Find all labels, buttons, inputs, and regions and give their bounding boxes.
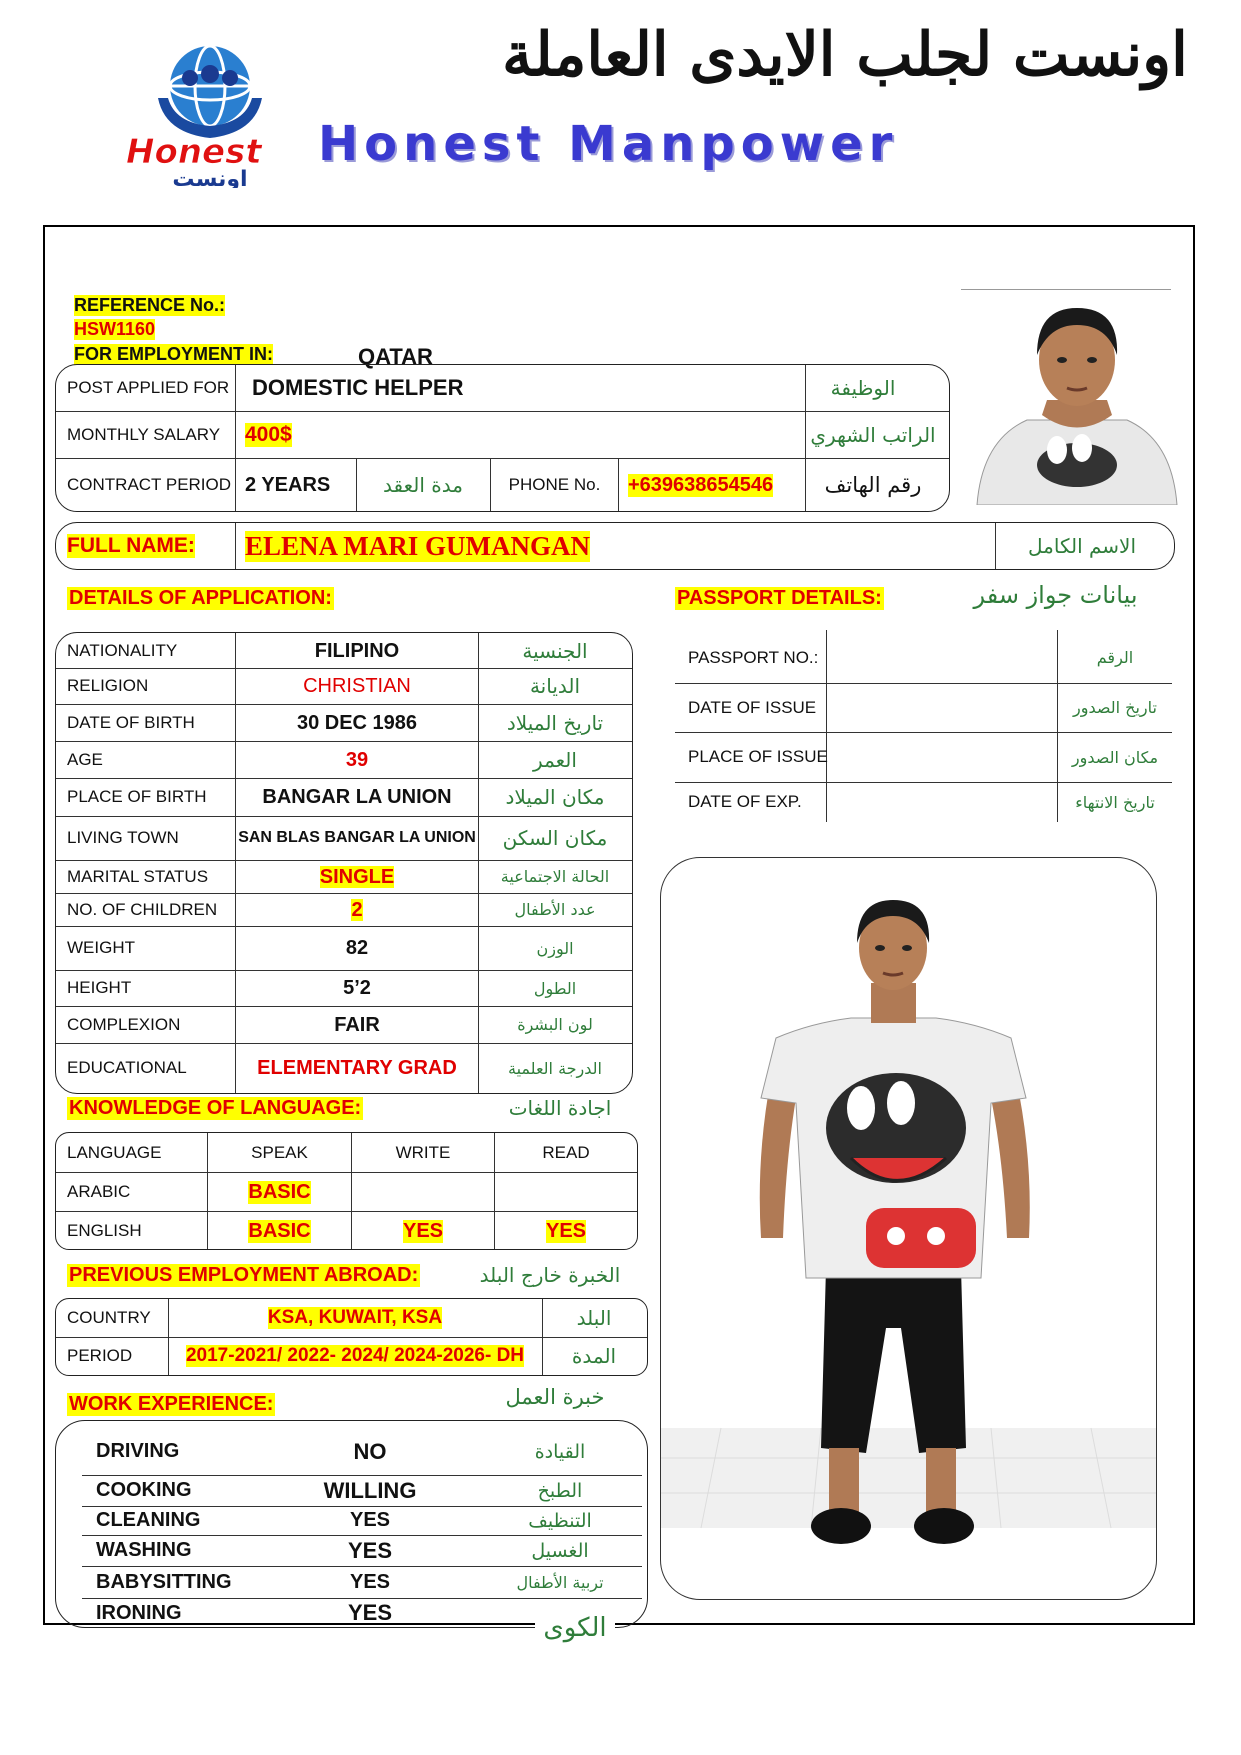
- passport-section-title: PASSPORT DETAILS:: [677, 587, 882, 609]
- details-row-label: NATIONALITY: [67, 640, 178, 660]
- details-row-value: 82: [345, 937, 369, 959]
- passport-row-value: [835, 782, 1050, 822]
- work-row-label: CLEANING: [96, 1509, 201, 1531]
- language-col-divider: [351, 1133, 352, 1249]
- passport-row-value: [835, 683, 1050, 732]
- details-row-label: LIVING TOWN: [67, 828, 179, 847]
- passport-row-label: DATE OF EXP.: [688, 792, 802, 811]
- details-row-value-cell: [237, 893, 477, 926]
- language-level-cell: [209, 1212, 350, 1250]
- job-col-divider: [805, 365, 806, 511]
- language-section-title-ar: اجادة اللغات: [508, 1096, 612, 1120]
- details-row-value: FILIPINO: [314, 639, 400, 662]
- previous-country-value: KSA, KUWAIT, KSA: [267, 1307, 443, 1328]
- details-row-label-ar: الجنسية: [522, 638, 588, 663]
- previous-period-value: 2017-2021/ 2022- 2024/ 2024-2026- DH: [185, 1345, 525, 1366]
- passport-row-label: PLACE OF ISSUE: [688, 747, 828, 766]
- applicant-photo-small: [957, 300, 1193, 505]
- passport-section-title-ar: بيانات جواز سفر: [973, 581, 1138, 609]
- work-row-label: DRIVING: [96, 1440, 180, 1462]
- salary-label-ar: الراتب الشهري: [810, 423, 936, 447]
- work-section-title: WORK EXPERIENCE:: [69, 1393, 274, 1415]
- job-col-divider: [356, 459, 357, 511]
- previous-col-divider: [168, 1299, 169, 1375]
- details-row-label-ar: الطول: [533, 978, 577, 998]
- details-row-value: 39: [345, 748, 369, 771]
- language-level-cell: [209, 1173, 350, 1211]
- details-row-label: MARITAL STATUS: [67, 866, 209, 886]
- phone-value: +639638654546: [628, 473, 774, 496]
- details-row-label-ar: مكان الميلاد: [505, 785, 605, 809]
- details-row-value: BANGAR LA UNION: [262, 786, 452, 808]
- language-level-cell: [496, 1212, 636, 1250]
- logo-text-ar: اونست: [172, 167, 248, 188]
- details-row-label-ar: عدد الأطفال: [514, 900, 596, 919]
- work-row-value: YES: [347, 1600, 393, 1625]
- details-row-label: WEIGHT: [67, 938, 135, 957]
- passport-row-label: DATE OF ISSUE: [688, 697, 817, 717]
- contract-label-ar: مدة العقد: [383, 473, 463, 497]
- employment-underline: [305, 344, 355, 365]
- details-row-value: SINGLE: [319, 865, 395, 888]
- details-row-value: 30 DEC 1986: [296, 711, 418, 734]
- language-header: SPEAK: [251, 1142, 308, 1162]
- details-row-label-ar: العمر: [533, 747, 577, 772]
- previous-country-label: COUNTRY: [67, 1308, 151, 1327]
- passport-row-label: PASSPORT NO.:: [688, 647, 819, 667]
- work-row-label-ar: الطبخ: [537, 1479, 583, 1502]
- full-name-value: ELENA MARI GUMANGAN: [245, 530, 591, 561]
- previous-section-title-ar: الخبرة خارج البلد: [479, 1263, 621, 1287]
- previous-col-divider: [542, 1299, 543, 1375]
- work-row-value: NO: [353, 1438, 387, 1464]
- language-name: ENGLISH: [67, 1221, 142, 1240]
- company-name-english: Honest Manpower: [318, 116, 899, 172]
- details-row-label-ar: لون البشرة: [517, 1015, 593, 1034]
- work-row-label-ar: الغسيل: [531, 1539, 589, 1562]
- passport-row-label-ar: تاريخ الانتهاء: [1075, 792, 1155, 812]
- job-col-divider: [618, 459, 619, 511]
- salary-label: MONTHLY SALARY: [67, 425, 221, 444]
- phone-label-ar: رقم الهاتف: [824, 473, 922, 497]
- work-row-label-ar: الكوى: [535, 1608, 615, 1648]
- details-row-value: 5’2: [343, 977, 371, 999]
- details-row-label: AGE: [67, 749, 103, 769]
- language-level-cell: [353, 1173, 493, 1211]
- photo-divider: [961, 289, 1171, 290]
- language-name: ARABIC: [67, 1182, 131, 1201]
- language-speak-level: BASIC: [248, 1219, 311, 1242]
- post-label-ar: الوظيفة: [830, 376, 896, 400]
- work-row-label: WASHING: [96, 1539, 192, 1561]
- previous-section-title: PREVIOUS EMPLOYMENT ABROAD:: [69, 1264, 419, 1286]
- work-row-value: YES: [349, 1509, 391, 1531]
- details-row-value: CHRISTIAN: [303, 675, 411, 697]
- details-col-divider: [478, 633, 479, 1093]
- contract-label: CONTRACT PERIOD: [67, 475, 232, 494]
- work-section-title-ar: خبرة العمل: [505, 1385, 605, 1409]
- language-section-title: KNOWLEDGE OF LANGUAGE:: [69, 1097, 362, 1119]
- full-name-label-ar: الاسم الكامل: [1027, 534, 1137, 558]
- details-row-value: ELEMENTARY GRAD: [257, 1057, 457, 1079]
- full-name-divider: [995, 523, 996, 569]
- details-row-label: DATE OF BIRTH: [67, 712, 195, 732]
- post-value: DOMESTIC HELPER: [252, 375, 464, 400]
- details-section-title: DETAILS OF APPLICATION:: [69, 587, 332, 609]
- details-row-label: EDUCATIONAL: [67, 1058, 187, 1077]
- details-row-label-ar: مكان السكن: [502, 826, 608, 850]
- work-row-value: YES: [347, 1537, 393, 1563]
- details-row-value-cell: [237, 860, 477, 893]
- salary-value: 400$: [245, 423, 292, 446]
- details-row-value: 2: [351, 898, 363, 921]
- details-col-divider: [235, 633, 236, 1093]
- details-row-value: SAN BLAS BANGAR LA UNION: [238, 829, 476, 847]
- language-read-level: YES: [545, 1219, 587, 1242]
- phone-label: PHONE No.: [508, 475, 601, 494]
- passport-row-label-ar: مكان الصدور: [1071, 747, 1159, 767]
- details-row-label: COMPLEXION: [67, 1014, 181, 1034]
- company-logo: [120, 38, 285, 188]
- passport-col-divider: [1057, 630, 1058, 822]
- language-header: LANGUAGE: [67, 1142, 162, 1162]
- employment-label: FOR EMPLOYMENT IN:: [74, 344, 273, 364]
- details-row-label-ar: الحالة الاجتماعية: [500, 867, 610, 886]
- work-row-label: BABYSITTING: [96, 1570, 232, 1593]
- applicant-photo-full: [660, 857, 1157, 1600]
- job-col-divider: [490, 459, 491, 511]
- language-speak-level: BASIC: [248, 1180, 311, 1203]
- logo-text-en: Honest: [126, 132, 262, 172]
- passport-row-label-ar: تاريخ الصدور: [1073, 698, 1157, 717]
- previous-country-label-ar: البلد: [576, 1306, 612, 1330]
- full-name-label: FULL NAME:: [67, 534, 195, 557]
- language-col-divider: [494, 1133, 495, 1249]
- work-row-label-ar: التنظيف: [528, 1509, 592, 1532]
- contract-value: 2 YEARS: [245, 473, 331, 496]
- work-row-value: YES: [349, 1570, 391, 1593]
- work-row-label: COOKING: [96, 1479, 192, 1501]
- reference-number: HSW1160: [74, 319, 156, 339]
- details-row-label: HEIGHT: [67, 978, 132, 997]
- language-header: READ: [542, 1142, 590, 1162]
- work-row-label-ar: تربية الأطفال: [516, 1572, 604, 1592]
- work-row-label-ar: القيادة: [534, 1440, 586, 1463]
- language-write-level: YES: [402, 1219, 444, 1242]
- reference-label: REFERENCE No.:: [74, 295, 226, 315]
- details-row-label: RELIGION: [67, 676, 149, 695]
- language-level-cell: [496, 1173, 636, 1211]
- company-name-arabic: اونست لجلب الايدى العاملة: [502, 20, 1188, 90]
- details-row-label: NO. OF CHILDREN: [67, 899, 218, 919]
- details-row-label-ar: الدرجة العلمية: [508, 1058, 602, 1078]
- post-label: POST APPLIED FOR: [67, 378, 230, 397]
- full-name-divider: [235, 523, 236, 569]
- employment-country: QATAR: [358, 344, 433, 369]
- language-level-cell: [353, 1212, 493, 1250]
- work-row-value: WILLING: [323, 1477, 417, 1503]
- details-row-value: FAIR: [334, 1013, 380, 1036]
- passport-row-value: [835, 632, 1050, 683]
- previous-period-label-ar: المدة: [571, 1344, 617, 1368]
- job-col-divider: [235, 365, 236, 511]
- details-row-label-ar: الديانة: [529, 674, 581, 698]
- details-row-label: PLACE OF BIRTH: [67, 787, 207, 806]
- work-row-label: IRONING: [96, 1601, 182, 1624]
- language-header: WRITE: [395, 1142, 451, 1162]
- previous-period-label: PERIOD: [67, 1346, 133, 1365]
- passport-row-label-ar: الرقم: [1096, 648, 1134, 667]
- passport-col-divider: [826, 630, 827, 822]
- details-row-label-ar: تاريخ الميلاد: [506, 710, 604, 735]
- passport-row-value: [835, 732, 1050, 782]
- details-row-label-ar: الوزن: [536, 938, 574, 958]
